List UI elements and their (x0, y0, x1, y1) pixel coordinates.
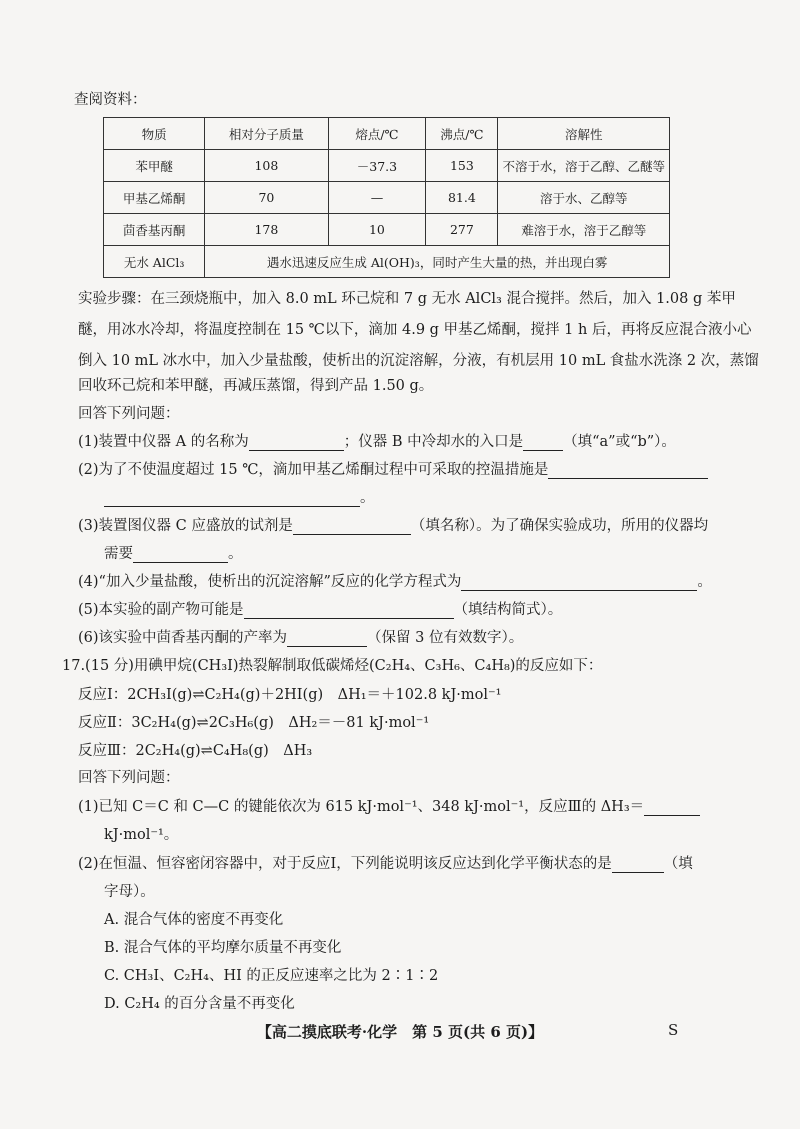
table-header: 沸点/℃ (426, 118, 498, 150)
question-text: (1)已知 C＝C 和 C—C 的键能依次为 615 kJ·mol⁻¹、348 kJ·mol⁻¹，反应Ⅲ的 ΔH₃＝ (78, 799, 645, 815)
option-b: B. 混合气体的平均摩尔质量不再变化 (104, 940, 342, 956)
reaction-2: 反应Ⅱ：3C₂H₄(g)⇌2C₃H₆(g) ΔH₂＝－81 kJ·mol⁻¹ (78, 715, 430, 731)
table-row (104, 182, 670, 214)
question-2 (78, 458, 708, 479)
table-cell: 难溶于水，溶于乙醇等 (498, 214, 670, 246)
answer-prompt: 回答下列问题： (78, 406, 180, 422)
question-text: 。 (360, 490, 375, 506)
answer-blank[interactable] (287, 632, 367, 647)
question-text: (6)该实验中茴香基丙酮的产率为 (78, 630, 288, 646)
table-header: 熔点/℃ (328, 118, 426, 150)
steps-line: 实验步骤：在三颈烧瓶中，加入 8.0 mL 环己烷和 7 g 无水 AlCl₃ 混合搅拌。然后，加入 1.08 g 苯甲 (78, 291, 736, 307)
table-cell: 81.4 (426, 182, 498, 214)
question-text: (4)“加入少量盐酸，使析出的沉淀溶解”反应的化学方程式为 (78, 574, 462, 590)
question-3 (78, 514, 708, 535)
question-text: （填结构简式）。 (453, 602, 563, 618)
answer-blank[interactable] (293, 520, 411, 535)
footer-mark: S (668, 1021, 679, 1039)
table-row (104, 150, 670, 182)
table-header: 相对分子质量 (205, 118, 328, 150)
answer-blank[interactable] (133, 548, 228, 563)
question-text: （填 (663, 856, 693, 872)
question-3-cont (104, 542, 243, 563)
table-header-row (104, 118, 670, 150)
question-text: 。 (697, 574, 712, 590)
table-cell: 70 (205, 182, 328, 214)
answer-blank[interactable] (523, 436, 563, 451)
table-header: 溶解性 (498, 118, 670, 150)
answer-blank[interactable] (249, 436, 344, 451)
question-text: （填“a”或“b”）。 (563, 434, 676, 450)
question-text: (2)在恒温、恒容密闭容器中，对于反应Ⅰ，下列能说明该反应达到化学平衡状态的是 (78, 856, 612, 872)
table-cell: 无水 AlCl₃ (104, 246, 205, 278)
answer-blank[interactable] (461, 576, 697, 591)
reaction-3: 反应Ⅲ：2C₂H₄(g)⇌C₄H₈(g) ΔH₃ (78, 743, 313, 759)
answer-blank[interactable] (548, 464, 708, 479)
problem-17-question-2 (78, 852, 693, 873)
table-cell: 10 (328, 214, 426, 246)
option-d: D. C₂H₄ 的百分含量不再变化 (104, 996, 295, 1012)
reaction-1: 反应Ⅰ：2CH₃I(g)⇌C₂H₄(g)＋2HI(g) ΔH₁＝＋102.8 kJ·mol⁻¹ (78, 687, 502, 703)
table-cell: 遇水迅速反应生成 Al(OH)₃，同时产生大量的热，并出现白雾 (205, 246, 670, 278)
question-text: （填名称）。为了确保实验成功，所用的仪器均 (410, 518, 709, 534)
question-2-cont (104, 486, 375, 507)
table-cell: 108 (205, 150, 328, 182)
question-text: (1)装置中仪器 A 的名称为 (78, 434, 249, 450)
question-text: 。 (228, 546, 243, 562)
table-cell: 153 (426, 150, 498, 182)
answer-blank[interactable] (644, 801, 700, 816)
reference-title: 查阅资料： (74, 92, 147, 108)
table-cell: 苯甲醚 (104, 150, 205, 182)
table-cell: 溶于水、乙醇等 (498, 182, 670, 214)
page-footer: 【高二摸底联考·化学 第 5 页(共 6 页)】 (256, 1023, 544, 1041)
table-row (104, 246, 670, 278)
table-cell: 茴香基丙酮 (104, 214, 205, 246)
question-text: 需要 (104, 546, 133, 562)
table-cell: 277 (426, 214, 498, 246)
answer-blank[interactable] (104, 492, 360, 507)
option-c: C. CH₃I、C₂H₄、HI 的正反应速率之比为 2∶1∶2 (104, 968, 439, 984)
question-text: kJ·mol⁻¹。 (104, 827, 179, 843)
question-6 (78, 626, 523, 647)
question-1 (78, 430, 676, 451)
question-text: （保留 3 位有效数字）。 (367, 630, 524, 646)
question-text: (3)装置图仪器 C 应盛放的试剂是 (78, 518, 293, 534)
table-cell: 178 (205, 214, 328, 246)
question-5 (78, 598, 562, 619)
steps-line: 倒入 10 mL 冰水中，加入少量盐酸，使析出的沉淀溶解，分液，有机层用 10 mL 食盐水洗涤 2 次，蒸馏 (78, 353, 759, 369)
problem-17-question-1 (78, 795, 700, 816)
question-text: (2)为了不使温度超过 15 ℃，滴加甲基乙烯酮过程中可采取的控温措施是 (78, 462, 549, 478)
steps-line: 回收环己烷和苯甲醚，再减压蒸馏，得到产品 1.50 g。 (78, 378, 434, 394)
answer-blank[interactable] (612, 858, 664, 873)
table-header: 物质 (104, 118, 205, 150)
question-text: 字母）。 (104, 884, 155, 900)
properties-table (103, 117, 670, 278)
table-row (104, 214, 670, 246)
question-text: ；仪器 B 中冷却水的入口是 (343, 434, 524, 450)
question-4 (78, 570, 712, 591)
table-cell: 不溶于水，溶于乙醇、乙醚等 (498, 150, 670, 182)
steps-line: 醚，用冰水冷却，将温度控制在 15 ℃以下，滴加 4.9 g 甲基乙烯酮，搅拌 1 h 后，再将反应混合液小心 (78, 322, 752, 338)
table-cell: －37.3 (328, 150, 426, 182)
option-a: A. 混合气体的密度不再变化 (104, 912, 284, 928)
answer-prompt: 回答下列问题： (78, 770, 180, 786)
table-cell: — (328, 182, 426, 214)
question-text: (5)本实验的副产物可能是 (78, 602, 244, 618)
problem-17-title: 17.(15 分)用碘甲烷(CH₃I)热裂解制取低碳烯烃(C₂H₄、C₃H₆、C₄H₈)的反应如下： (62, 658, 603, 674)
answer-blank[interactable] (244, 604, 454, 619)
table-cell: 甲基乙烯酮 (104, 182, 205, 214)
